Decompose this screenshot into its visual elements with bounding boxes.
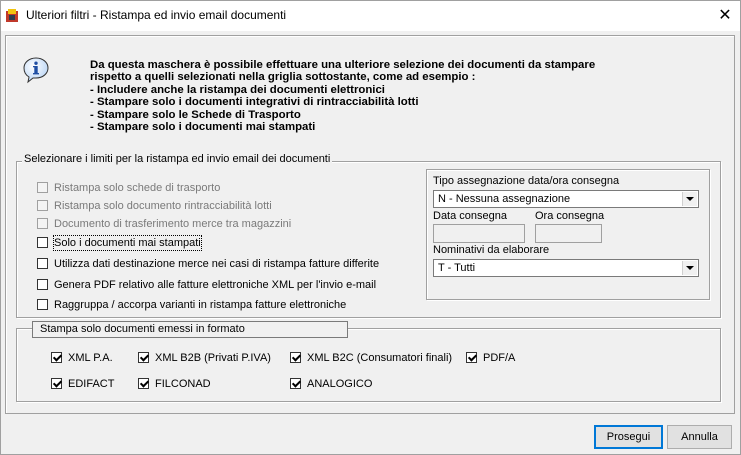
- checkbox[interactable]: [37, 182, 48, 193]
- checkbox[interactable]: [37, 258, 48, 269]
- checkbox[interactable]: [51, 352, 62, 363]
- delivery-time-field[interactable]: [535, 224, 602, 243]
- format-label: XML B2B (Privati P.IVA): [155, 352, 271, 364]
- cancel-button[interactable]: Annulla: [667, 425, 732, 449]
- checkbox[interactable]: [138, 352, 149, 363]
- delivery-time-label: Ora consegna: [535, 210, 605, 222]
- format-label: FILCONAD: [155, 378, 211, 390]
- window-title: Ulteriori filtri - Ristampa ed invio email documenti: [26, 8, 287, 22]
- formats-title-box: [32, 321, 348, 338]
- checkbox[interactable]: [37, 279, 48, 290]
- close-icon[interactable]: ✕: [718, 7, 732, 24]
- option-label: Solo i documenti mai stampati: [54, 237, 201, 249]
- option-label: Raggruppa / accorpa varianti in ristampa fatture elettroniche: [54, 299, 347, 311]
- nominativi-value: T - Tutti: [438, 262, 476, 274]
- delivery-type-select[interactable]: [433, 190, 699, 208]
- checkbox[interactable]: [37, 237, 48, 248]
- proceed-button[interactable]: Prosegui: [594, 425, 663, 449]
- checkbox[interactable]: [37, 200, 48, 211]
- app-icon: [5, 8, 20, 23]
- format-label: ANALOGICO: [307, 378, 373, 390]
- checkbox[interactable]: [37, 218, 48, 229]
- option-label: Utilizza dati destinazione merce nei casi di ristampa fatture differite: [54, 258, 380, 270]
- checkbox[interactable]: [466, 352, 477, 363]
- format-label: EDIFACT: [68, 378, 115, 390]
- format-label: XML B2C (Consumatori finali): [307, 352, 453, 364]
- limits-group-legend: Selezionare i limiti per la ristampa ed invio email dei documenti: [24, 153, 331, 165]
- format-label: PDF/A: [483, 352, 516, 364]
- checkbox[interactable]: [290, 352, 301, 363]
- nominativi-select[interactable]: [433, 259, 699, 277]
- chevron-down-icon[interactable]: [682, 192, 697, 206]
- checkbox[interactable]: [37, 299, 48, 310]
- option-label: Ristampa solo documento rintracciabilità lotti: [54, 200, 272, 212]
- format-label: XML P.A.: [68, 352, 113, 364]
- title-bar: [0, 0, 741, 31]
- delivery-type-label: Tipo assegnazione data/ora consegna: [433, 175, 620, 187]
- delivery-date-label: Data consegna: [433, 210, 507, 222]
- info-icon: [22, 56, 50, 84]
- delivery-date-field[interactable]: [433, 224, 525, 243]
- option-label: Genera PDF relativo alle fatture elettroniche XML per l'invio e-mail: [54, 279, 377, 291]
- delivery-type-value: N - Nessuna assegnazione: [438, 193, 571, 205]
- checkbox[interactable]: [51, 378, 62, 389]
- option-label: Documento di trasferimento merce tra magazzini: [54, 218, 292, 230]
- nominativi-label: Nominativi da elaborare: [433, 244, 550, 256]
- chevron-down-icon[interactable]: [682, 261, 697, 275]
- checkbox[interactable]: [138, 378, 149, 389]
- formats-title: Stampa solo documenti emessi in formato: [40, 323, 245, 335]
- option-label: Ristampa solo schede di trasporto: [54, 182, 221, 194]
- checkbox[interactable]: [290, 378, 301, 389]
- info-message: Da questa maschera è possibile effettuare una ulteriore selezione dei documenti da stampare rispetto a quelli selezionati nella griglia sottostante, come ad esempio : - Includere anche la ristampa dei documenti elettronici - Stampare solo i documenti integrativi di rintracciabilità lotti - Stampare solo le Schede di Trasporto - Stampare solo i documenti mai stampati: [90, 59, 596, 134]
